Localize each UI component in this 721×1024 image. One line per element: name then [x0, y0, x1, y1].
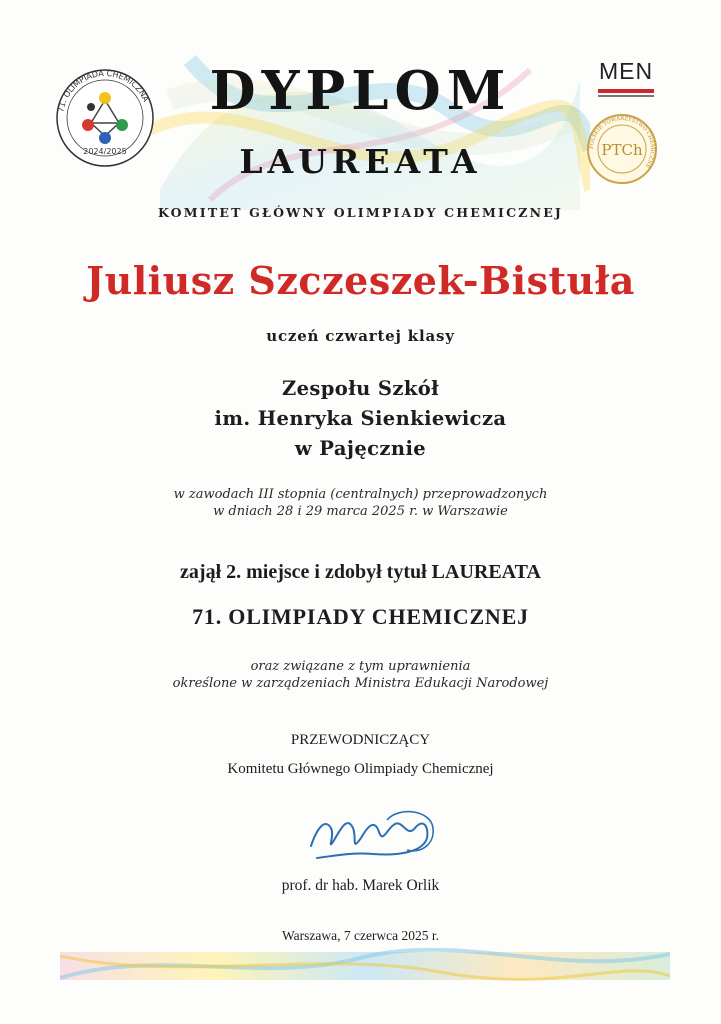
rights-line: określone w zarządzeniach Ministra Edukacji Narodowej	[172, 676, 549, 691]
diploma-title: DYPLOM	[209, 60, 512, 122]
competition-line: w zawodach III stopnia (centralnych) przeprowadzonych	[173, 487, 548, 502]
school-name	[0, 374, 721, 464]
laureate-name: Juliusz Szczeszek-Bistuła	[86, 258, 635, 303]
signatory-organisation: Komitetu Głównego Olimpiady Chemicznej	[227, 761, 494, 777]
school-line: im. Henryka Sienkiewicza	[214, 407, 507, 430]
diploma-subtitle: LAUREATA	[239, 142, 482, 181]
men-logo-text: MEN	[598, 58, 654, 84]
rights-text	[0, 658, 721, 692]
rights-line: oraz związane z tym uprawnienia	[250, 659, 471, 674]
olympiad-logo-ring-text: 71. OLIMPIADA CHEMICZNA	[56, 68, 151, 114]
signatory-name: prof. dr hab. Marek Orlik	[281, 877, 440, 894]
decorative-footer-band	[60, 948, 670, 984]
school-line: w Pajęcznie	[294, 437, 427, 460]
achievement-text: zajął 2. miejsce i zdobył tytuł LAUREATA	[180, 561, 541, 583]
laureate-grade: uczeń czwartej klasy	[266, 327, 455, 345]
competition-details	[0, 486, 721, 520]
ptch-seal-ring-text: POLSKIE TOWARZYSTWO CHEMICZNE	[588, 115, 656, 169]
signature	[303, 798, 443, 868]
place-date: Warszawa, 7 czerwca 2025 r.	[281, 928, 440, 943]
competition-line: w dniach 28 i 29 marca 2025 r. w Warszawie	[213, 504, 508, 519]
committee-name: KOMITET GŁÓWNY OLIMPIADY CHEMICZNEJ	[157, 205, 564, 220]
olympiad-logo-years: 2024/2025	[83, 147, 127, 156]
school-line: Zespołu Szkół	[281, 377, 440, 400]
signatory-role: PRZEWODNICZĄCY	[290, 732, 431, 748]
ptch-seal-letters: PTCh	[601, 141, 643, 159]
olympiad-name: 71. OLIMPIADY CHEMICZNEJ	[192, 604, 529, 629]
